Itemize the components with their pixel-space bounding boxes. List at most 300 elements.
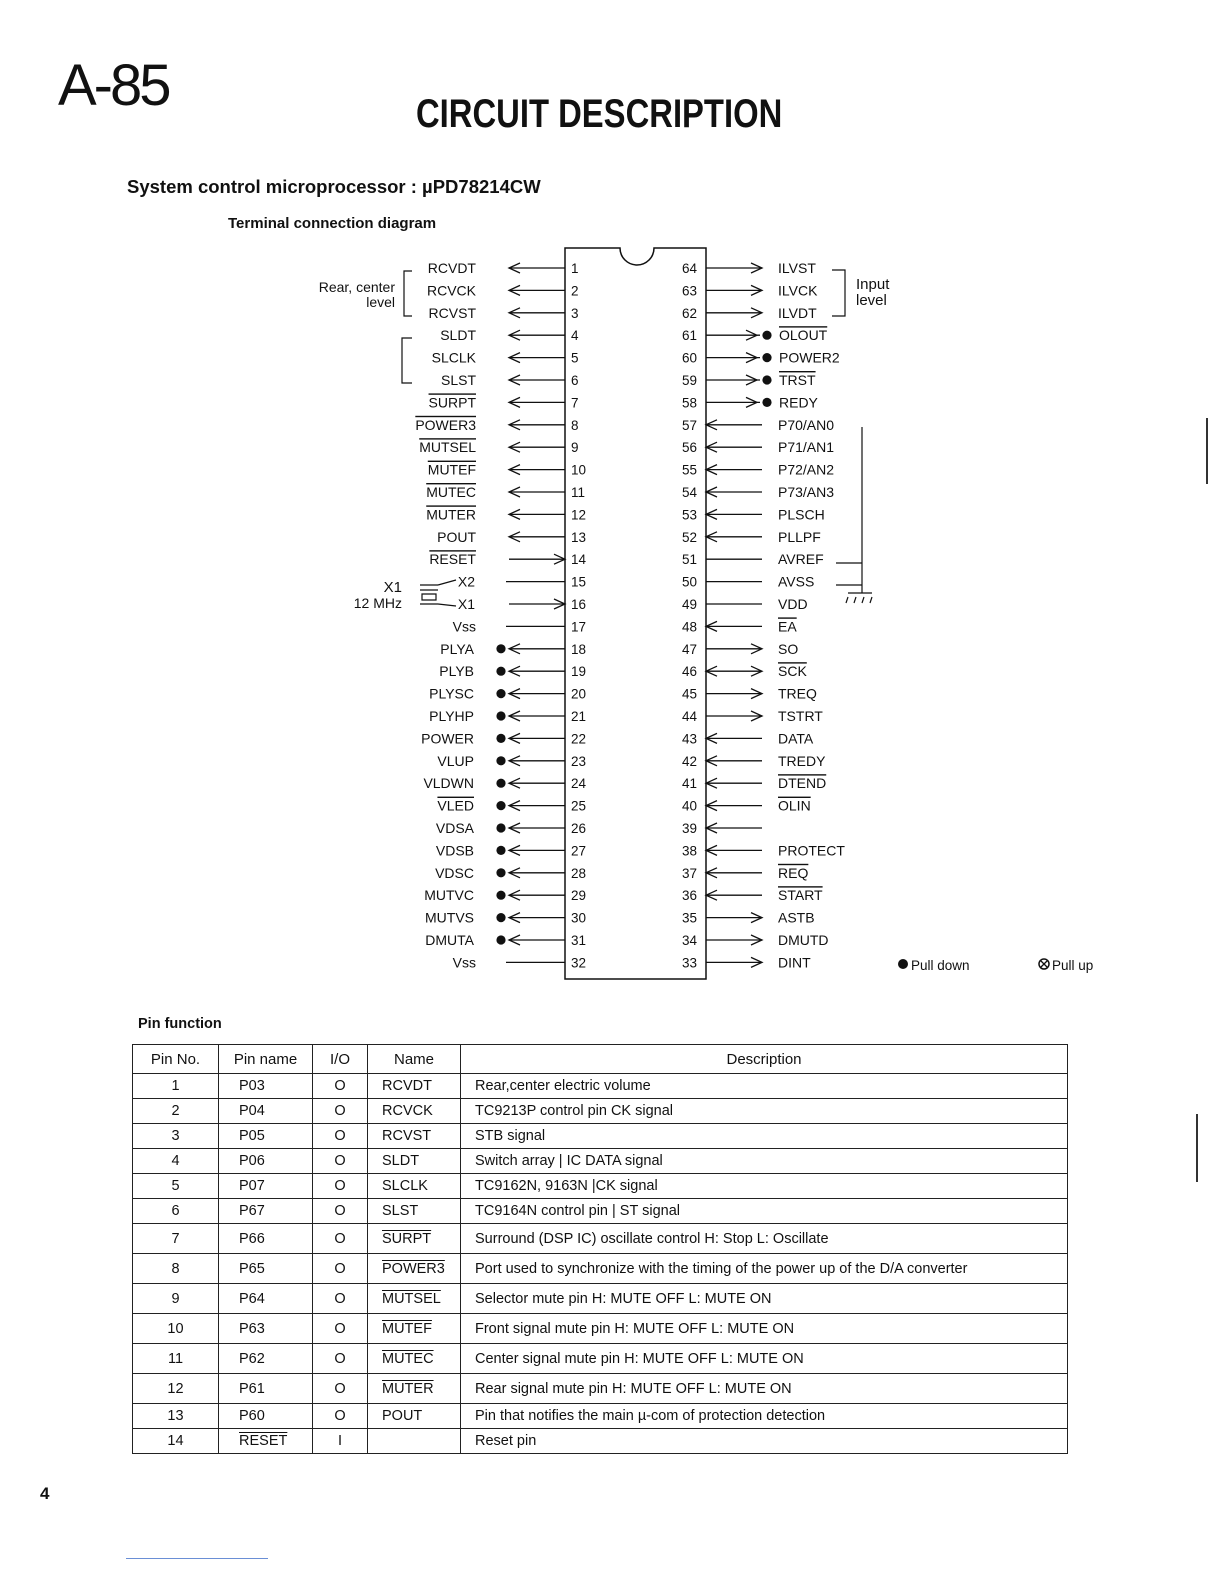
pin-48 — [682, 618, 797, 634]
pin-28 — [435, 865, 586, 881]
cell-pin-name: P67 — [219, 1199, 313, 1224]
pin-label: P70/AN0 — [778, 416, 835, 433]
cell-description: Pin that notifies the main µ-com of protection detection — [461, 1404, 1068, 1429]
cell-pin-no: 12 — [133, 1374, 219, 1404]
pin-label: RCVDT — [427, 260, 476, 276]
cell-name: RCVCK — [368, 1099, 461, 1124]
pin-number: 15 — [571, 574, 587, 590]
pin-label: POWER — [421, 730, 474, 747]
section-heading: System control microprocessor : µPD78214CW — [127, 176, 541, 197]
pull-down-dot-icon — [496, 756, 505, 765]
cell-io: O — [313, 1174, 368, 1199]
margin-mark — [1206, 418, 1208, 484]
pin-26 — [436, 820, 586, 836]
pin-number: 60 — [681, 350, 697, 366]
pin-number: 4 — [571, 328, 579, 344]
pull-down-dot-icon — [496, 891, 505, 900]
cell-pin-name: RESET — [219, 1429, 313, 1454]
col-name: Name — [368, 1045, 461, 1074]
pin-label: P72/AN2 — [778, 461, 835, 478]
pin-number: 24 — [571, 776, 587, 792]
pin-53 — [682, 506, 825, 522]
pull-down-dot-icon — [496, 779, 505, 788]
pin-63 — [682, 282, 818, 298]
pin-number: 29 — [571, 888, 587, 904]
pin-label: OLIN — [778, 797, 811, 814]
pin-27 — [436, 842, 586, 858]
cell-io: O — [313, 1224, 368, 1254]
pin-label: DINT — [778, 954, 811, 971]
pin-18 — [440, 641, 586, 657]
pin-label: AVREF — [778, 551, 824, 568]
pull-down-dot-icon — [496, 644, 505, 653]
pull-down-dot-icon — [496, 711, 505, 720]
pin-label: VLED — [437, 797, 474, 814]
pin-label: X1 — [457, 596, 475, 612]
cell-io: O — [313, 1099, 368, 1124]
pin-label: AVSS — [778, 573, 815, 590]
pin-24 — [423, 775, 586, 791]
pin-6 — [441, 372, 579, 388]
table-header-row — [133, 1045, 1068, 1074]
pin-label: OLOUT — [779, 327, 828, 344]
pin-7 — [429, 394, 579, 410]
pin-37 — [682, 865, 808, 881]
pin-label: TREDY — [778, 752, 826, 769]
cell-pin-name: P66 — [219, 1224, 313, 1254]
pin-number: 25 — [571, 798, 587, 814]
pull-down-dot-icon — [496, 935, 505, 944]
table-row — [133, 1074, 1068, 1099]
pull-down-dot-icon — [762, 331, 771, 340]
pin-number: 3 — [571, 305, 579, 321]
pin-label: SCK — [778, 663, 807, 680]
pin-47 — [682, 641, 798, 657]
pin-43 — [682, 730, 814, 746]
crystal-x1-label: X1 — [383, 579, 402, 596]
pin-23 — [437, 753, 586, 769]
pin-number: 31 — [571, 933, 587, 948]
table-row — [133, 1199, 1068, 1224]
cell-pin-name: P64 — [219, 1284, 313, 1314]
pin-32 — [453, 954, 586, 970]
pin-55 — [682, 462, 834, 478]
pin-20 — [429, 686, 586, 702]
pin-58 — [682, 394, 819, 410]
pin-label: ILVST — [778, 260, 816, 276]
cell-pin-name: P62 — [219, 1344, 313, 1374]
cell-description: TC9213P control pin CK signal — [461, 1099, 1068, 1124]
cell-io: O — [313, 1254, 368, 1284]
pull-down-dot-icon — [762, 353, 771, 362]
pin-45 — [682, 686, 817, 702]
pin-label: VLUP — [437, 752, 474, 769]
pin-31 — [425, 932, 586, 948]
table-row — [133, 1404, 1068, 1429]
cell-description: Rear signal mute pin H: MUTE OFF L: MUTE ON — [461, 1374, 1068, 1404]
pin-label: DMUTD — [778, 932, 829, 948]
pin-label: MUTVC — [424, 887, 474, 904]
cell-io: O — [313, 1344, 368, 1374]
pin-number: 17 — [571, 619, 587, 635]
pin-number: 26 — [571, 821, 587, 836]
pin-label: SLCLK — [431, 349, 476, 366]
page-title: CIRCUIT DESCRIPTION — [416, 92, 783, 136]
col-pin-name: Pin name — [219, 1045, 313, 1074]
pin-33 — [682, 954, 811, 970]
pin-label: VDSB — [435, 842, 474, 859]
pin-label: REQ — [778, 864, 809, 881]
pin-number: 39 — [681, 821, 697, 836]
pin-number: 42 — [681, 753, 697, 769]
pin-label: PLSCH — [778, 506, 825, 523]
pin-number: 22 — [571, 731, 587, 747]
pin-59 — [682, 372, 816, 388]
pin-number: 32 — [571, 955, 587, 971]
cell-description: Surround (DSP IC) oscillate control H: Stop L: Oscillate — [461, 1224, 1068, 1254]
pin-label: RCVST — [428, 304, 476, 321]
cell-description: Switch array | IC DATA signal — [461, 1149, 1068, 1174]
pin-52 — [682, 529, 821, 545]
left-pin-column — [415, 260, 586, 970]
pin-number: 12 — [571, 507, 587, 523]
input-level-label: level — [856, 292, 887, 309]
pin-44 — [682, 708, 823, 724]
pin-label: DTEND — [778, 775, 827, 792]
pin-number: 56 — [681, 440, 697, 456]
cell-pin-name: P60 — [219, 1404, 313, 1429]
cell-pin-no: 14 — [133, 1429, 219, 1454]
cell-pin-no: 5 — [133, 1174, 219, 1199]
cell-name: MUTSEL — [368, 1284, 461, 1314]
pull-down-dot-icon — [496, 689, 505, 698]
pin-number: 5 — [571, 350, 579, 366]
cell-name: MUTEC — [368, 1344, 461, 1374]
pin-label: MUTER — [426, 506, 476, 523]
pin-label: P73/AN3 — [778, 484, 835, 500]
pin-label: MUTEF — [427, 461, 476, 478]
pin-17 — [453, 618, 586, 634]
pin-22 — [421, 730, 586, 746]
table-row — [133, 1174, 1068, 1199]
pin-label: VLDWN — [423, 775, 474, 792]
pull-down-dot-icon — [762, 375, 771, 384]
cell-pin-name: P65 — [219, 1254, 313, 1284]
pin-number: 34 — [681, 933, 697, 948]
pull-up-circle-icon — [1039, 959, 1049, 969]
cell-pin-no: 7 — [133, 1224, 219, 1254]
pin-label: PLYSC — [429, 685, 474, 702]
pin-8 — [415, 417, 578, 433]
cell-pin-name: P05 — [219, 1124, 313, 1149]
pin-label: SO — [778, 640, 799, 657]
pin-16 — [458, 596, 586, 612]
pin-49 — [682, 596, 808, 612]
cell-name: RCVST — [368, 1124, 461, 1149]
pin-label: RCVCK — [426, 282, 476, 299]
pin-number: 46 — [681, 664, 697, 680]
bottom-rule — [126, 1558, 268, 1559]
cell-description: Front signal mute pin H: MUTE OFF L: MUTE ON — [461, 1314, 1068, 1344]
pin-41 — [682, 775, 826, 791]
pin-9 — [419, 439, 578, 455]
cell-io: O — [313, 1149, 368, 1174]
pin-21 — [429, 708, 586, 724]
pin-number: 23 — [571, 753, 587, 769]
pull-up-legend: Pull up — [1052, 958, 1094, 973]
pin-number: 30 — [571, 910, 587, 926]
pull-down-dot-icon — [496, 913, 505, 922]
cell-description: STB signal — [461, 1124, 1068, 1149]
cell-description: TC9162N, 9163N |CK signal — [461, 1174, 1068, 1199]
cell-pin-no: 9 — [133, 1284, 219, 1314]
pin-number: 28 — [571, 865, 587, 881]
col-pin-no: Pin No. — [133, 1045, 219, 1074]
pin-40 — [682, 798, 811, 814]
pull-down-dot-icon — [762, 398, 771, 407]
pin-1 — [428, 260, 579, 276]
pin-number: 50 — [681, 574, 697, 590]
pin-29 — [424, 887, 586, 903]
pull-down-dot-icon — [496, 734, 505, 743]
cell-pin-name: P06 — [219, 1149, 313, 1174]
pin-number: 62 — [681, 305, 697, 321]
pin-number: 57 — [681, 417, 697, 433]
pin-label: TREQ — [778, 685, 817, 702]
pin-12 — [426, 506, 586, 522]
pin-number: 9 — [571, 440, 579, 456]
pin-label: PLYHP — [429, 708, 474, 724]
crystal-freq-label: 12 MHz — [353, 595, 402, 611]
pin-label: TSTRT — [778, 708, 823, 724]
cell-pin-no: 13 — [133, 1404, 219, 1429]
pin-number: 10 — [571, 462, 587, 478]
cell-name: MUTER — [368, 1374, 461, 1404]
pin-number: 37 — [681, 865, 697, 881]
pin-label: P71/AN1 — [778, 439, 835, 456]
pin-3 — [429, 305, 579, 321]
pin-label: MUTEC — [426, 484, 476, 500]
cell-pin-no: 8 — [133, 1254, 219, 1284]
pin-number: 53 — [681, 507, 697, 523]
pin-label: DATA — [778, 730, 814, 747]
pin-function-table — [132, 1044, 1068, 1454]
pin-function-title: Pin function — [138, 1016, 222, 1032]
pin-number: 1 — [571, 261, 579, 276]
cell-io: O — [313, 1199, 368, 1224]
pin-number: 14 — [571, 552, 587, 568]
pull-down-dot-icon — [898, 959, 908, 969]
pin-label: SLST — [440, 372, 476, 388]
pin-14 — [429, 551, 586, 567]
pin-number: 7 — [571, 395, 579, 411]
pin-label: RESET — [429, 551, 476, 568]
pin-number: 41 — [681, 776, 697, 792]
pin-label: ASTB — [778, 909, 815, 926]
cell-name: SLST — [368, 1199, 461, 1224]
input-label: Input — [856, 276, 890, 293]
page-number: 4 — [40, 1484, 50, 1503]
table-row — [133, 1254, 1068, 1284]
pull-down-dot-icon — [496, 846, 505, 855]
cell-pin-no: 3 — [133, 1124, 219, 1149]
cell-pin-no: 2 — [133, 1099, 219, 1124]
cell-io: O — [313, 1284, 368, 1314]
pull-down-dot-icon — [496, 868, 505, 877]
cell-name: POUT — [368, 1404, 461, 1429]
pin-number: 63 — [681, 283, 697, 299]
cell-name: SLDT — [368, 1149, 461, 1174]
cell-name: RCVDT — [368, 1074, 461, 1099]
cell-description: Reset pin — [461, 1429, 1068, 1454]
pin-label: POWER3 — [415, 416, 476, 433]
pin-54 — [682, 484, 834, 500]
pin-13 — [437, 529, 586, 545]
pull-down-dot-icon — [496, 801, 505, 810]
pin-15 — [458, 574, 586, 590]
pin-50 — [682, 574, 814, 590]
pin-number: 19 — [571, 664, 587, 680]
pin-number: 51 — [681, 552, 697, 568]
cell-pin-no: 1 — [133, 1074, 219, 1099]
pin-number: 44 — [681, 709, 697, 724]
cell-pin-name: P03 — [219, 1074, 313, 1099]
pin-label: POWER2 — [779, 349, 840, 366]
pin-label: POUT — [437, 528, 476, 545]
pin-number: 59 — [681, 373, 697, 388]
pin-label: MUTSEL — [419, 439, 476, 456]
cell-pin-name: P04 — [219, 1099, 313, 1124]
pin-61 — [682, 327, 828, 343]
cell-name: POWER3 — [368, 1254, 461, 1284]
pin-51 — [682, 551, 824, 567]
pin-number: 16 — [571, 597, 587, 612]
pin-number: 64 — [681, 261, 697, 276]
pin-62 — [682, 305, 817, 321]
pin-number: 6 — [571, 373, 579, 388]
cell-pin-no: 10 — [133, 1314, 219, 1344]
pin-label: PLYA — [440, 640, 474, 657]
pin-number: 21 — [571, 709, 587, 724]
cell-description: Selector mute pin H: MUTE OFF L: MUTE ON — [461, 1284, 1068, 1314]
pin-number: 27 — [571, 843, 587, 859]
cell-io: I — [313, 1429, 368, 1454]
pin-10 — [428, 462, 586, 478]
pin-label: EA — [778, 618, 797, 635]
pin-4 — [440, 327, 579, 343]
cell-description: Center signal mute pin H: MUTE OFF L: MUTE ON — [461, 1344, 1068, 1374]
cell-pin-name: P61 — [219, 1374, 313, 1404]
table-row — [133, 1374, 1068, 1404]
pin-number: 33 — [681, 955, 697, 971]
diagram-title: Terminal connection diagram — [228, 215, 437, 232]
pin-number: 20 — [571, 686, 587, 702]
pin-number: 54 — [681, 485, 697, 500]
pin-label: Vss — [452, 954, 476, 971]
pin-number: 13 — [571, 529, 587, 545]
pin-number: 11 — [571, 485, 586, 500]
rear-center-label: Rear, center — [318, 279, 395, 295]
cell-description: TC9164N control pin | ST signal — [461, 1199, 1068, 1224]
cell-io: O — [313, 1374, 368, 1404]
pin-number: 38 — [681, 843, 697, 859]
cell-name: SLCLK — [368, 1174, 461, 1199]
model-number: A-85 — [58, 53, 169, 118]
pull-down-dot-icon — [496, 667, 505, 676]
cell-pin-no: 4 — [133, 1149, 219, 1174]
pin-35 — [682, 910, 815, 926]
pin-label: VDSC — [435, 864, 474, 881]
cell-pin-no: 6 — [133, 1199, 219, 1224]
table-row — [133, 1429, 1068, 1454]
table-row — [133, 1314, 1068, 1344]
pin-36 — [682, 887, 823, 903]
cell-io: O — [313, 1314, 368, 1344]
table-row — [133, 1099, 1068, 1124]
pin-19 — [439, 663, 586, 679]
pin-5 — [432, 350, 579, 366]
pin-25 — [437, 798, 586, 814]
pin-number: 61 — [681, 328, 697, 344]
pin-number: 52 — [681, 529, 697, 545]
cell-pin-no: 11 — [133, 1344, 219, 1374]
col-io: I/O — [313, 1045, 368, 1074]
pin-56 — [682, 439, 834, 455]
pin-42 — [682, 753, 826, 769]
pin-30 — [425, 910, 586, 926]
table-row — [133, 1124, 1068, 1149]
table-row — [133, 1149, 1068, 1174]
pin-number: 49 — [681, 597, 697, 612]
pin-number: 36 — [681, 888, 697, 904]
pin-label: DMUTA — [425, 932, 474, 948]
pin-label: ILVDT — [778, 304, 817, 321]
pin-number: 2 — [571, 283, 579, 299]
pin-2 — [427, 282, 579, 298]
pin-number: 8 — [571, 417, 579, 433]
pin-label: SLDT — [440, 327, 476, 344]
pin-label: PLLPF — [778, 528, 821, 545]
cell-io: O — [313, 1074, 368, 1099]
pin-number: 55 — [681, 462, 697, 478]
margin-mark — [1196, 1114, 1198, 1182]
cell-name: SURPT — [368, 1224, 461, 1254]
pin-number: 58 — [681, 395, 697, 411]
pin-label: START — [778, 887, 823, 904]
pin-number: 45 — [681, 686, 697, 702]
pin-39 — [682, 821, 762, 836]
pin-number: 40 — [681, 798, 697, 814]
pin-label: PLYB — [439, 663, 474, 680]
pin-64 — [682, 260, 816, 276]
pin-label: VDSA — [435, 820, 474, 836]
pin-label: ILVCK — [778, 282, 818, 299]
pin-number: 48 — [681, 619, 697, 635]
cell-pin-name: P63 — [219, 1314, 313, 1344]
pin-57 — [682, 417, 834, 433]
cell-name — [368, 1429, 461, 1454]
pin-label: SURPT — [428, 394, 476, 411]
pin-11 — [426, 484, 585, 500]
pin-label: MUTVS — [425, 909, 474, 926]
pin-label: X2 — [457, 573, 475, 590]
cell-io: O — [313, 1124, 368, 1149]
cell-io: O — [313, 1404, 368, 1429]
pull-down-legend: Pull down — [911, 958, 970, 973]
table-row — [133, 1224, 1068, 1254]
pin-number: 43 — [681, 731, 697, 747]
cell-name: MUTEF — [368, 1314, 461, 1344]
